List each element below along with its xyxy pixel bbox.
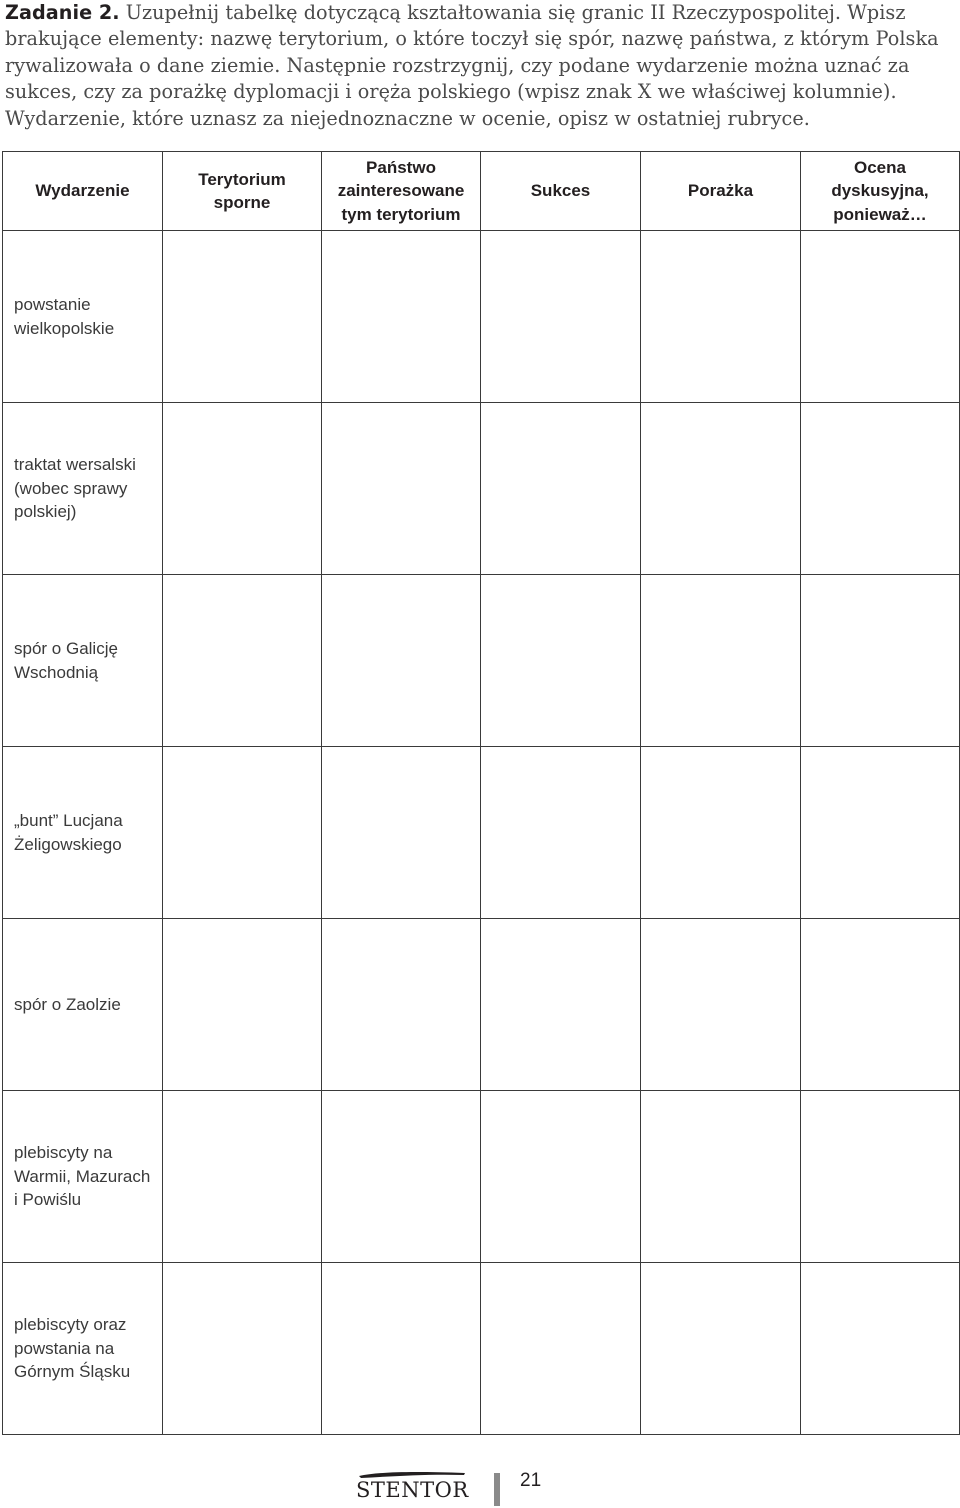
failure-cell[interactable] — [641, 747, 801, 919]
territory-cell[interactable] — [163, 575, 322, 747]
answer-table — [2, 151, 960, 1435]
failure-cell[interactable] — [641, 1263, 801, 1435]
task-text-part2: Rzeczypospolitej. Wpisz brakujące elementy: nazwę terytorium, o które toczył się spór, nazwę państwa, z którym Polska rywalizowała o dane ziemie. Następnie rozstrzygnij, czy podane wydarzenie można uznać za sukces, czy za porażkę dyplomacji i oręża polskiego (wpisz znak — [5, 1, 939, 104]
table-row — [3, 747, 960, 919]
success-cell[interactable] — [481, 231, 641, 403]
header-row — [3, 152, 960, 231]
territory-cell[interactable] — [163, 747, 322, 919]
disputable-cell[interactable] — [801, 231, 960, 403]
state-cell[interactable] — [322, 575, 481, 747]
table-row — [3, 1263, 960, 1435]
disputable-cell[interactable] — [801, 403, 960, 575]
header-failure: Porażka — [641, 152, 801, 231]
task-mark: X — [637, 80, 652, 104]
success-cell[interactable] — [481, 1263, 641, 1435]
failure-cell[interactable] — [641, 919, 801, 1091]
failure-cell[interactable] — [641, 575, 801, 747]
disputable-cell[interactable] — [801, 1263, 960, 1435]
failure-cell[interactable] — [641, 231, 801, 403]
table-row — [3, 403, 960, 575]
publisher-name: STENTOR — [356, 1478, 469, 1502]
event-cell: plebiscyty oraz powstania na Górnym Śląsku — [3, 1263, 163, 1435]
task-label: Zadanie 2. — [5, 1, 120, 24]
event-cell: traktat wersalski (wobec sprawy polskiej) — [3, 403, 163, 575]
header-event: Wydarzenie — [3, 152, 163, 231]
disputable-cell[interactable] — [801, 575, 960, 747]
task-text-part3: we właściwej kolumnie). Wydarzenie, które uznasz za niejednoznaczne w ocenie, opisz w ostatniej rubryce. — [5, 80, 897, 130]
disputable-cell[interactable] — [801, 1091, 960, 1263]
footer-divider — [494, 1473, 500, 1506]
state-cell[interactable] — [322, 231, 481, 403]
header-territory: Terytorium sporne — [163, 152, 322, 231]
state-cell[interactable] — [322, 919, 481, 1091]
disputable-cell[interactable] — [801, 747, 960, 919]
success-cell[interactable] — [481, 1091, 641, 1263]
failure-cell[interactable] — [641, 1091, 801, 1263]
state-cell[interactable] — [322, 403, 481, 575]
territory-cell[interactable] — [163, 403, 322, 575]
header-state: Państwo zainteresowane tym terytorium — [322, 152, 481, 231]
page-number: 21 — [520, 1470, 542, 1491]
publisher-logo — [356, 1466, 468, 1504]
table-row — [3, 575, 960, 747]
state-cell[interactable] — [322, 1263, 481, 1435]
header-disputable: Ocena dyskusyjna, ponieważ… — [801, 152, 960, 231]
state-cell[interactable] — [322, 1091, 481, 1263]
success-cell[interactable] — [481, 403, 641, 575]
table-row — [3, 1091, 960, 1263]
header-success: Sukces — [481, 152, 641, 231]
success-cell[interactable] — [481, 747, 641, 919]
event-cell: „bunt” Lucjana Żeligowskiego — [3, 747, 163, 919]
territory-cell[interactable] — [163, 1091, 322, 1263]
state-cell[interactable] — [322, 747, 481, 919]
territory-cell[interactable] — [163, 1263, 322, 1435]
event-cell: spór o Galicję Wschodnią — [3, 575, 163, 747]
failure-cell[interactable] — [641, 403, 801, 575]
disputable-cell[interactable] — [801, 919, 960, 1091]
event-cell: powstanie wielkopolskie — [3, 231, 163, 403]
task-roman: II — [650, 1, 666, 24]
success-cell[interactable] — [481, 919, 641, 1091]
table-row — [3, 919, 960, 1091]
event-cell: spór o Zaolzie — [3, 919, 163, 1091]
success-cell[interactable] — [481, 575, 641, 747]
task-instructions — [5, 0, 960, 132]
table-row — [3, 231, 960, 403]
task-text-part1: Uzupełnij tabelkę dotyczącą kształtowania się granic — [119, 1, 651, 24]
event-cell: plebiscyty na Warmii, Mazurach i Powiślu — [3, 1091, 163, 1263]
territory-cell[interactable] — [163, 231, 322, 403]
territory-cell[interactable] — [163, 919, 322, 1091]
